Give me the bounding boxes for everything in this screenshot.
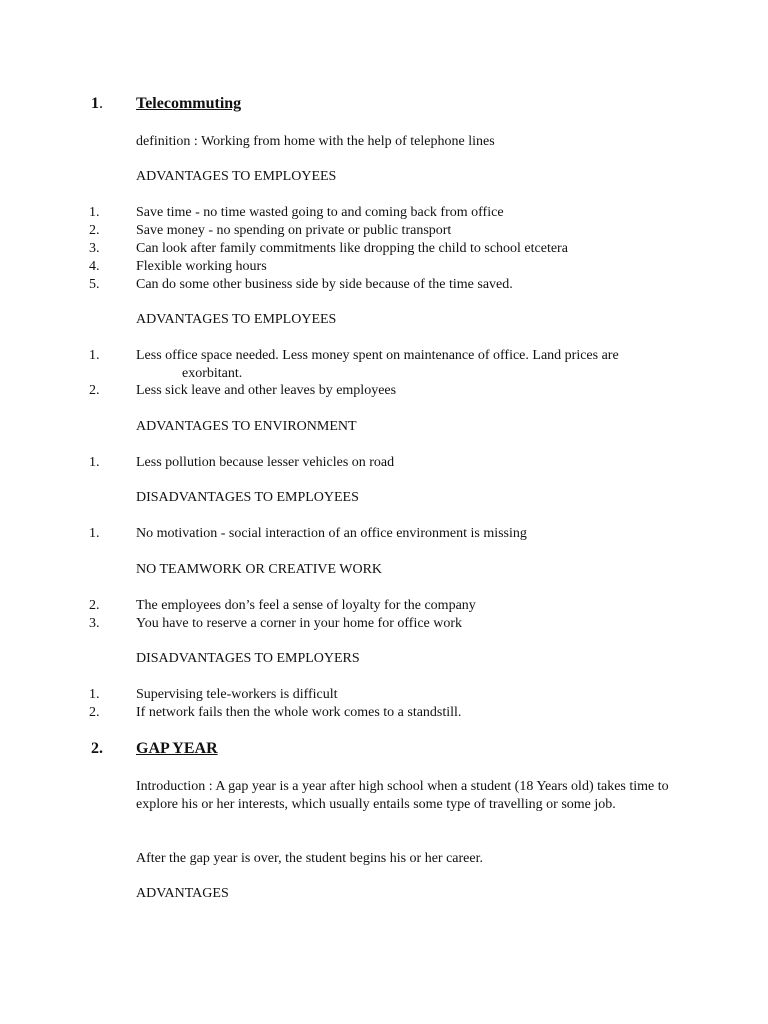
section-2-advantages-heading: ADVANTAGES	[136, 886, 229, 901]
list-number: 4.	[89, 259, 100, 274]
section-2-number: 2.	[91, 740, 103, 757]
list-number: 1.	[89, 687, 100, 702]
list-item: You have to reserve a corner in your home for office work	[136, 616, 463, 631]
group-heading: ADVANTAGES TO ENVIRONMENT	[136, 419, 357, 434]
section-1-number: 1.	[91, 95, 103, 112]
list-item: The employees don’s feel a sense of loyalty for the company	[136, 598, 476, 613]
list-item: No motivation - social interaction of an office environment is missing	[136, 526, 527, 541]
list-item: Less pollution because lesser vehicles on road	[136, 455, 395, 470]
list-item: Flexible working hours	[136, 259, 267, 274]
group-heading: DISADVANTAGES TO EMPLOYEES	[136, 490, 359, 505]
group-heading: NO TEAMWORK OR CREATIVE WORK	[136, 562, 383, 577]
list-number: 3.	[89, 241, 100, 256]
list-number: 1.	[89, 205, 100, 220]
list-item: If network fails then the whole work comes to a standstill.	[136, 705, 462, 720]
list-item: Can look after family commitments like dropping the child to school etcetera	[136, 241, 568, 256]
list-number: 1.	[89, 455, 100, 470]
list-number: 3.	[89, 616, 100, 631]
list-item-continuation: exorbitant.	[182, 366, 243, 381]
list-item: Less office space needed. Less money spent on maintenance of office. Land prices are	[136, 348, 619, 363]
group-heading: ADVANTAGES TO EMPLOYEES	[136, 312, 337, 327]
section-2-intro: Introduction : A gap year is a year after high school when a student (18 Years old) takes time to explore his or her interests, which usually entails some type of travelling or some job.	[136, 779, 669, 812]
list-number: 1.	[89, 526, 100, 541]
list-number: 2.	[89, 223, 100, 238]
group-heading: DISADVANTAGES TO EMPLOYERS	[136, 651, 360, 666]
list-item: Save time - no time wasted going to and coming back from office	[136, 205, 504, 220]
list-number: 2.	[89, 383, 100, 398]
list-number: 2.	[89, 705, 100, 720]
list-number: 5.	[89, 277, 100, 292]
section-2-after: After the gap year is over, the student begins his or her career.	[136, 851, 483, 866]
list-item: Supervising tele-workers is difficult	[136, 687, 338, 702]
section-2-title: GAP YEAR	[136, 740, 218, 757]
list-item: Can do some other business side by side because of the time saved.	[136, 277, 513, 292]
group-heading: ADVANTAGES TO EMPLOYEES	[136, 169, 337, 184]
list-number: 1.	[89, 348, 100, 363]
section-1-title: Telecommuting	[136, 95, 242, 112]
list-item: Less sick leave and other leaves by employees	[136, 383, 397, 398]
list-item: Save money - no spending on private or public transport	[136, 223, 452, 238]
list-number: 2.	[89, 598, 100, 613]
section-1-definition: definition : Working from home with the help of telephone lines	[136, 134, 495, 149]
